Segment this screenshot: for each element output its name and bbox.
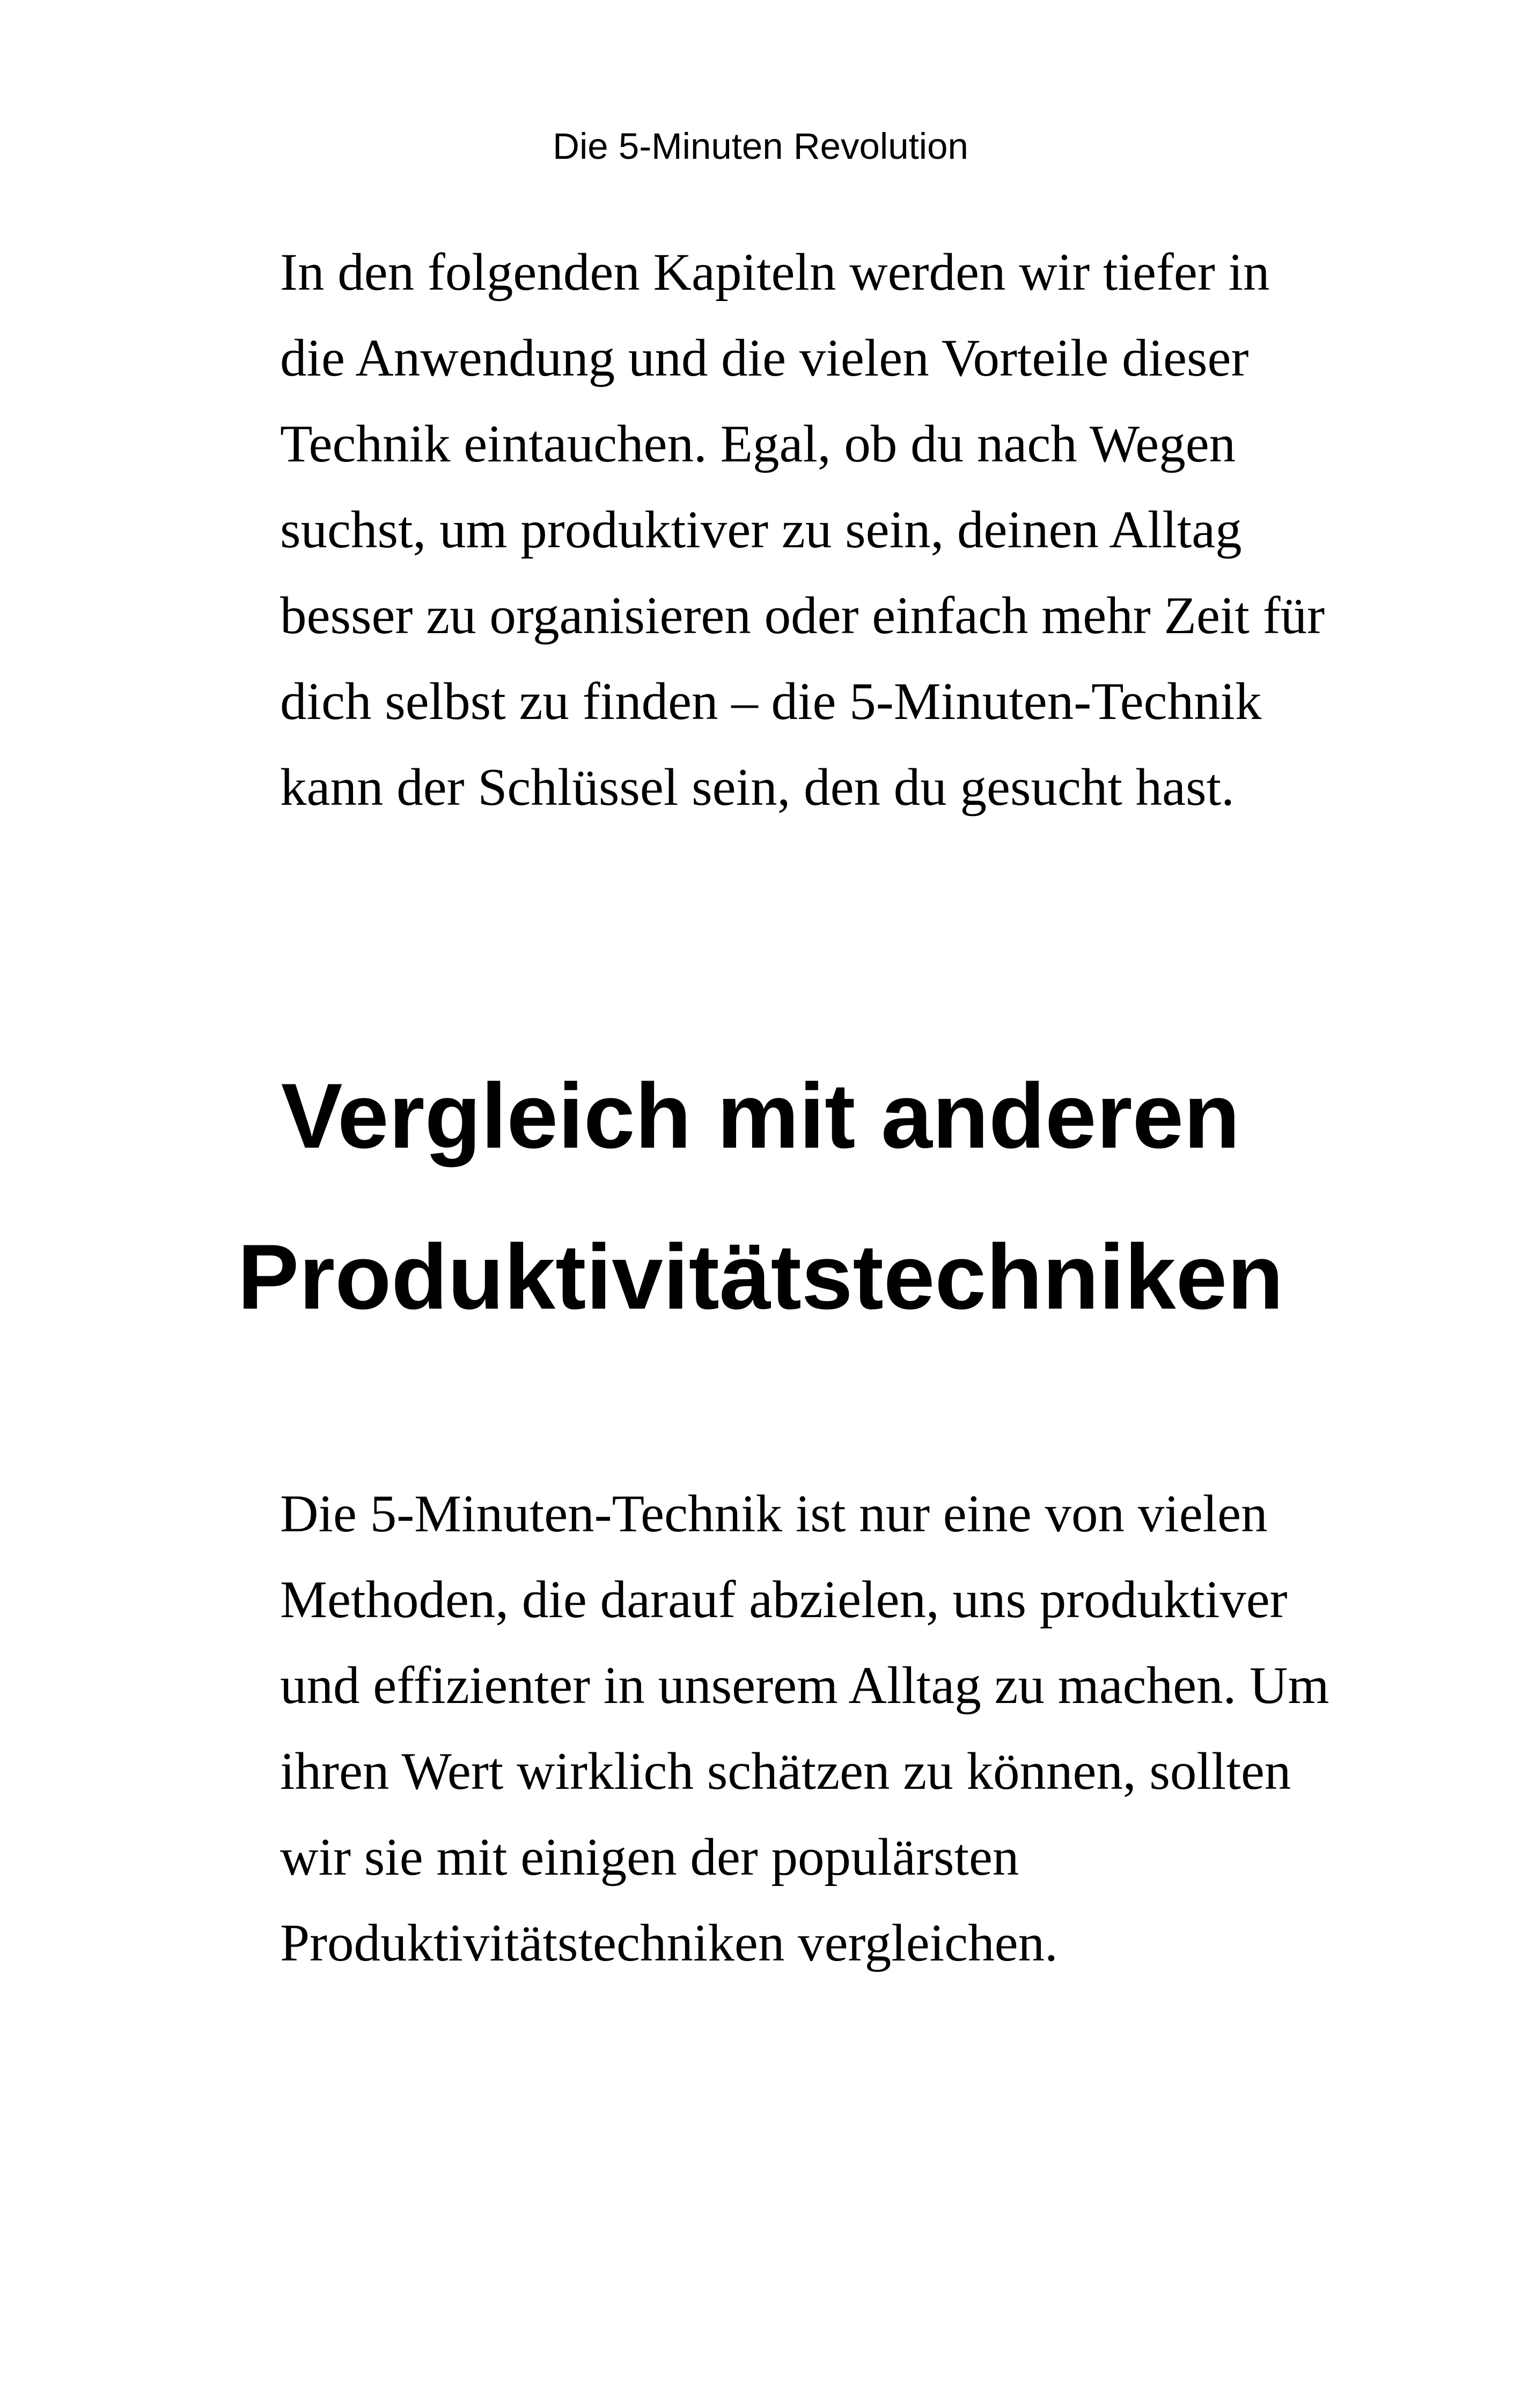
paragraph-line: suchst, um produktiver zu sein, deinen Alltag bbox=[280, 501, 1242, 559]
paragraph-line: kann der Schlüssel sein, den du gesucht hast. bbox=[280, 758, 1235, 817]
paragraph-line: Die 5-Minuten-Technik ist nur eine von vielen bbox=[280, 1485, 1268, 1543]
paragraph-line: ihren Wert wirklich schätzen zu können, sollten bbox=[280, 1742, 1291, 1801]
comparison-paragraph bbox=[280, 1471, 1380, 1986]
paragraph-line: Produktivitätstechniken vergleichen. bbox=[280, 1914, 1058, 1972]
paragraph-line: In den folgenden Kapiteln werden wir tiefer in bbox=[280, 243, 1270, 302]
paragraph-line: und effizienter in unserem Alltag zu machen. Um bbox=[280, 1656, 1329, 1715]
running-header: Die 5-Minuten Revolution bbox=[553, 126, 968, 167]
intro-paragraph bbox=[280, 230, 1380, 831]
section-heading bbox=[0, 1036, 1521, 1357]
paragraph-line: wir sie mit einigen der populärsten bbox=[280, 1828, 1019, 1886]
paragraph-line: Technik eintauchen. Egal, ob du nach Wegen bbox=[280, 415, 1236, 473]
paragraph-line: dich selbst zu finden – die 5-Minuten-Technik bbox=[280, 672, 1262, 731]
paragraph-line: die Anwendung und die vielen Vorteile dieser bbox=[280, 329, 1249, 387]
paragraph-line: Methoden, die darauf abzielen, uns produktiver bbox=[280, 1570, 1288, 1629]
paragraph-line: besser zu organisieren oder einfach mehr Zeit für bbox=[280, 586, 1325, 645]
heading-line: Produktivitätstechniken bbox=[237, 1225, 1284, 1328]
heading-line: Vergleich mit anderen bbox=[281, 1064, 1240, 1168]
